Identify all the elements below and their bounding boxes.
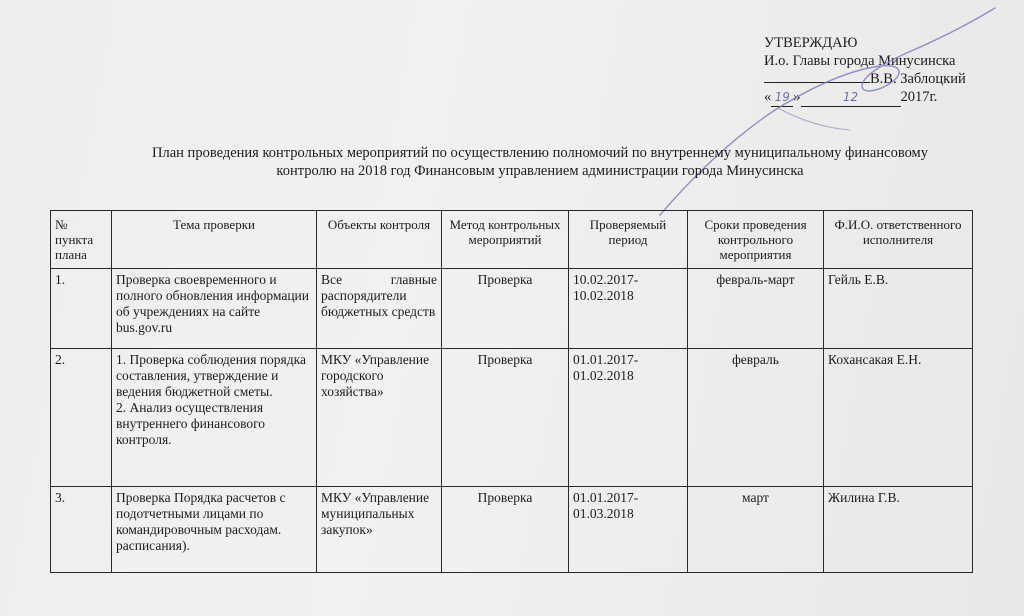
header-objects: Объекты контроля — [317, 211, 442, 269]
row-dates: март — [688, 487, 824, 573]
header-topic: Тема проверки — [112, 211, 317, 269]
row-period: 01.01.2017-01.03.2018 — [569, 487, 688, 573]
header-method: Метод контрольных мероприятий — [442, 211, 569, 269]
plan-table — [50, 210, 973, 573]
row-num: 2. — [51, 349, 112, 487]
row-topic: Проверка Порядка расчетов с подотчетными лицами по командировочным расходам. расписания). — [112, 487, 317, 573]
row-executor: Жилина Г.В. — [824, 487, 973, 573]
row-dates: февраль-март — [688, 269, 824, 349]
date-month: 12 — [842, 90, 859, 104]
approval-block — [764, 34, 966, 107]
title-line-1: План проведения контрольных мероприятий по осуществлению полномочий по внутреннему муниципальному финансовому — [152, 145, 928, 161]
date-month-blank — [801, 88, 901, 107]
date-day: 19 — [774, 90, 790, 104]
approval-name: В.В. Заблоцкий — [870, 71, 966, 87]
row-period: 01.01.2017-01.02.2018 — [569, 349, 688, 487]
row-num: 3. — [51, 487, 112, 573]
date-day-blank — [771, 88, 793, 107]
date-quote-open: « — [764, 89, 772, 105]
row-objects: МКУ «Управление муниципальных закупок» — [317, 487, 442, 573]
row-objects: МКУ «Управление городского хозяйства» — [317, 349, 442, 487]
row-num: 1. — [51, 269, 112, 349]
approval-date-line — [764, 88, 966, 107]
date-quote-close: » — [793, 89, 801, 105]
header-period: Проверяемый период — [569, 211, 688, 269]
header-executor: Ф.И.О. ответственного исполнителя — [824, 211, 973, 269]
row-method: Проверка — [442, 487, 569, 573]
document-title — [100, 144, 980, 180]
approval-signature-line — [764, 70, 966, 88]
row-topic: Проверка своевременного и полного обновления информации об учреждениях на сайте bus.gov.ru — [112, 269, 317, 349]
header-num: № пункта плана — [51, 211, 112, 269]
approval-title: УТВЕРЖДАЮ — [764, 35, 858, 51]
header-dates: Сроки проведения контрольного мероприятия — [688, 211, 824, 269]
row-executor: Кохансакая Е.Н. — [824, 349, 973, 487]
row-executor: Гейль Е.В. — [824, 269, 973, 349]
row-objects: Все главные распорядители бюджетных средств — [317, 269, 442, 349]
table-header-row — [51, 211, 973, 269]
row-topic — [112, 349, 317, 487]
row-topic-item-2: 2. Анализ осуществления внутреннего финансового контроля. — [116, 400, 266, 447]
date-year: 2017г. — [900, 89, 938, 105]
table-row — [51, 349, 973, 487]
table-row — [51, 269, 973, 349]
title-line-2: контролю на 2018 год Финансовым управлением администрации города Минусинска — [276, 163, 804, 179]
row-method: Проверка — [442, 269, 569, 349]
approval-position: И.о. Главы города Минусинска — [764, 53, 956, 69]
signature-blank — [764, 70, 870, 83]
row-method: Проверка — [442, 349, 569, 487]
row-period: 10.02.2017-10.02.2018 — [569, 269, 688, 349]
table-row — [51, 487, 973, 573]
row-topic-item-1: 1. Проверка соблюдения порядка составления, утверждение и ведения бюджетной сметы. — [116, 352, 306, 399]
row-dates: февраль — [688, 349, 824, 487]
